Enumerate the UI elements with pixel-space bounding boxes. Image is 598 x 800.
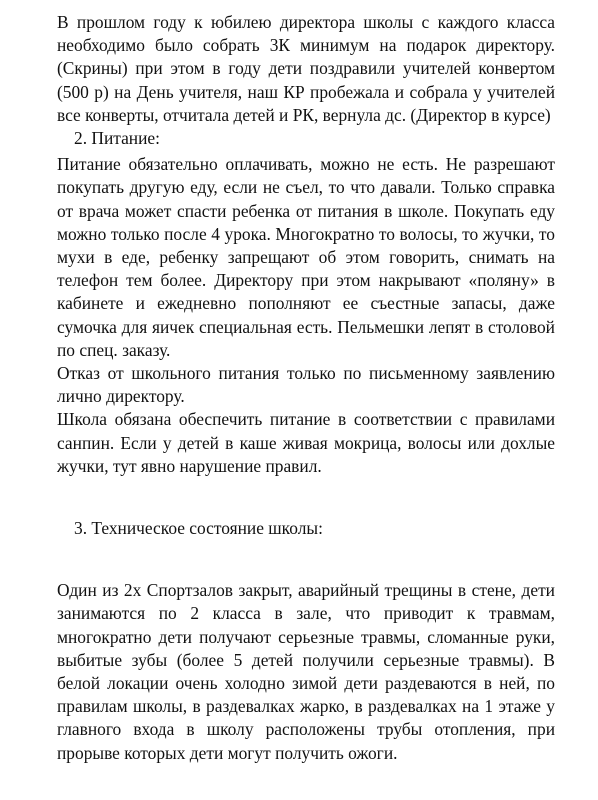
technical-state-paragraph: Один из 2х Спортзалов закрыт, аварийный трещины в стене, дети занимаются по 2 класса в зале, что приводит к травмам, многократно дети получают серьезные травмы, сломанные руки, выбитые зубы (более 5 детей получили серьезные травмы). В белой локации очень холодно зимой дети раздеваются в ней, по правилам школы, в раздевалках жарко, в раздевалках на 1 этаже у главного входа в школу расположены трубы отопления, при прорыве которых дети могут получить ожоги.	[57, 580, 555, 763]
section-heading-technical-state: 3. Техническое состояние школы:	[74, 518, 323, 539]
nutrition-paragraph: Питание обязательно оплачивать, можно не есть. Не разрешают покупать другую еду, если не съел, то что давали. Только справка от врача может спасти ребенка от питания в школе. Покупать еду можно только после 4 урока. Многократно то волосы, то жучки, то мухи в еде, ребенку запрещают об этом говорить, снимать на телефон тем более. Директору при этом накрывают «поляну» в кабинете и ежедневно пополняют ее съестные запасы, даже сумочка для яичек специальная есть. Пельмешки лепят в столовой по спец. заказу.	[57, 154, 555, 360]
nutrition-sanpin-paragraph: Школа обязана обеспечить питание в соответствии с правилами санпин. Если у детей в каше живая мокрица, волосы или дохлые жучки, тут явно нарушение правил.	[57, 409, 555, 476]
nutrition-refusal-paragraph: Отказ от школьного питания только по письменному заявлению лично директору.	[57, 363, 555, 407]
intro-paragraph: В прошлом году к юбилею директора школы с каждого класса необходимо было собрать 3К минимум на подарок директору. (Скрины) при этом в году дети поздравили учителей конвертом (500 р) на День учителя, наш КР пробежала и собрала у учителей все конверты, отчитала детей и РК, вернула дс. (Директор в курсе)	[57, 12, 555, 125]
section-heading-nutrition: 2. Питание:	[74, 128, 160, 149]
